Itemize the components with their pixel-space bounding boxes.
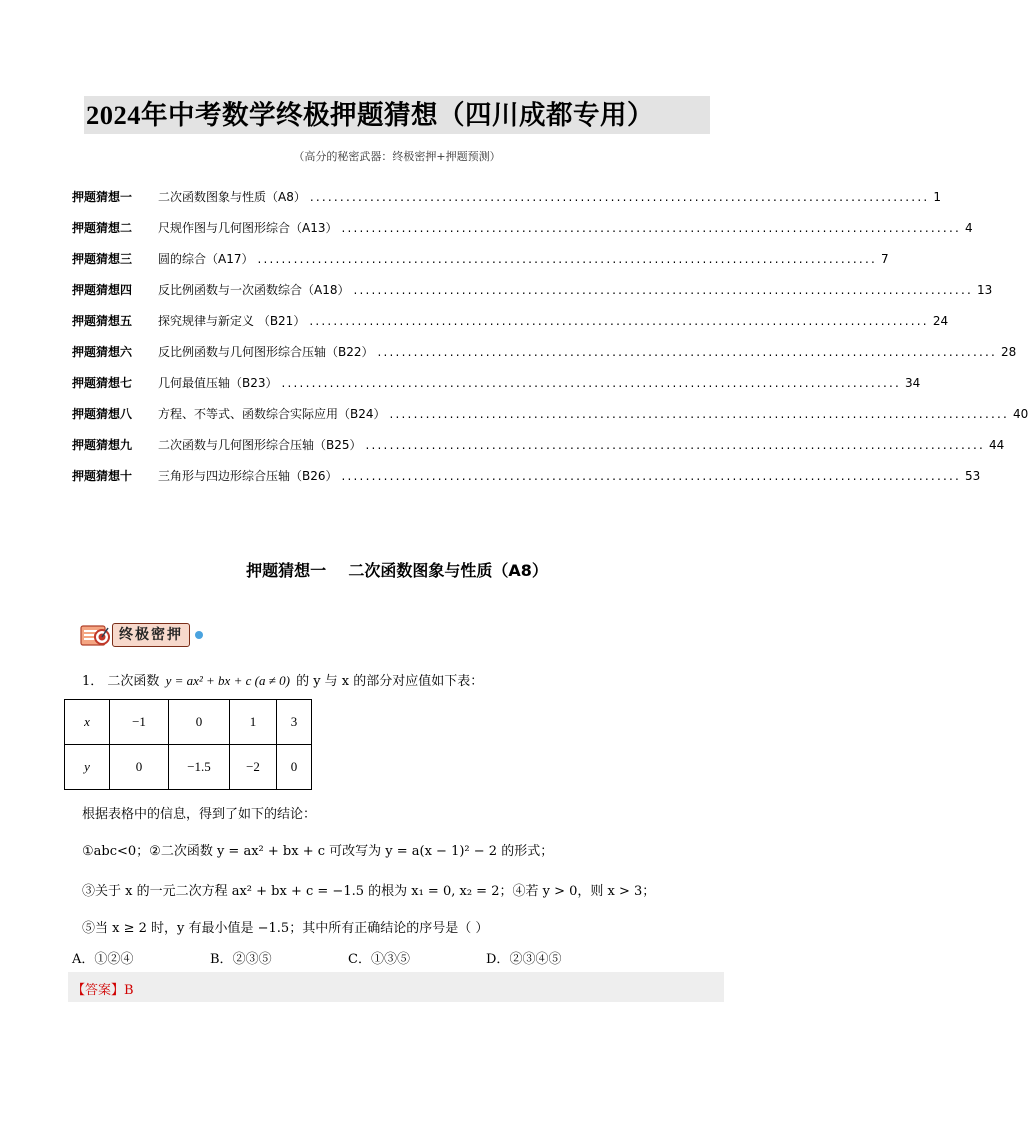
section-heading: 押题猜想一 二次函数图象与性质（A8） <box>246 561 548 580</box>
conclusion-line: ①abc<0；②二次函数 y = ax² + bx + c 可改写为 y = a(x − 1)² − 2 的形式； <box>82 844 554 859</box>
toc-title: 几何最值压轴（B23） <box>158 376 278 390</box>
question-text: 二次函数 <box>107 674 160 689</box>
toc-leader: ....................................................................................................... <box>353 283 973 297</box>
toc-label: 押题猜想一 <box>72 190 133 204</box>
conclusion-line: ③关于 x 的一元二次方程 ax² + bx + c = −1.5 的根为 x₁ = 0, x₂ = 2；④若 y > 0，则 x > 3； <box>82 884 656 899</box>
toc-label: 押题猜想五 <box>72 314 133 328</box>
toc-row[interactable] <box>72 467 981 498</box>
section-banner <box>78 622 203 648</box>
toc-leader: ....................................................................................................... <box>309 314 929 328</box>
toc-label: 押题猜想四 <box>72 283 133 297</box>
option-c[interactable] <box>348 948 410 967</box>
toc-page-number: 53 <box>965 469 981 483</box>
option-text: ①③⑤ <box>370 952 410 967</box>
toc-row[interactable] <box>72 436 1005 467</box>
option-key: A． <box>72 952 95 967</box>
toc-page-number: 28 <box>1001 345 1017 359</box>
option-text: ②③④⑤ <box>509 952 562 967</box>
table-cell: 3 <box>277 700 312 745</box>
option-key: C． <box>348 952 371 967</box>
answer-tag: 【答案】 <box>72 983 125 998</box>
answer-bar <box>68 972 724 1002</box>
toc-leader: ....................................................................................................... <box>281 376 902 390</box>
toc-row[interactable] <box>72 188 941 219</box>
toc-label: 押题猜想十 <box>72 469 133 483</box>
toc-label: 押题猜想三 <box>72 252 133 266</box>
option-key: D． <box>486 952 510 967</box>
table-row <box>65 700 312 745</box>
question-stem <box>82 670 483 689</box>
toc-leader: ....................................................................................................... <box>257 252 877 266</box>
conclusion-line: ⑤当 x ≥ 2 时，y 有最小值是 −1.5；其中所有正确结论的序号是（ ） <box>82 921 489 936</box>
toc-title: 二次函数与几何图形综合压轴（B25） <box>158 438 362 452</box>
answer-value: B <box>124 983 134 998</box>
toc-label: 押题猜想二 <box>72 221 133 235</box>
question-number: 1． <box>82 674 104 689</box>
table-row <box>65 745 312 790</box>
toc-row[interactable] <box>72 250 889 281</box>
toc-leader: ....................................................................................................... <box>309 190 930 204</box>
target-book-icon <box>78 622 112 648</box>
toc-page-number: 13 <box>976 283 993 297</box>
toc-title: 二次函数图象与性质（A8） <box>158 190 306 204</box>
option-text: ②③⑤ <box>232 952 272 967</box>
toc-page-number: 44 <box>989 438 1005 452</box>
question-lead: 根据表格中的信息，得到了如下的结论： <box>82 807 317 822</box>
toc-title: 探究规律与新定义 （B21） <box>158 314 306 328</box>
toc-page-number: 40 <box>1013 407 1028 421</box>
toc-row[interactable] <box>72 281 993 312</box>
toc-leader: ....................................................................................................... <box>341 469 962 483</box>
toc-title: 反比例函数与几何图形综合压轴（B22） <box>158 345 374 359</box>
table-cell: 0 <box>277 745 312 790</box>
toc-leader: ....................................................................................................... <box>377 345 998 359</box>
page-title: 2024年中考数学终极押题猜想（四川成都专用） <box>86 100 654 130</box>
table-cell: −1.5 <box>169 745 230 790</box>
banner-label: 终极密押 <box>112 623 190 647</box>
table-cell: 0 <box>110 745 169 790</box>
toc-title: 圆的综合（A17） <box>158 252 254 266</box>
table-cell: −2 <box>230 745 277 790</box>
table-of-contents <box>72 188 1028 498</box>
toc-title: 三角形与四边形综合压轴（B26） <box>158 469 338 483</box>
table-cell: x <box>65 700 110 745</box>
toc-leader: ....................................................................................................... <box>341 221 961 235</box>
question-text: 的 y 与 x 的部分对应值如下表： <box>296 674 484 689</box>
page-subtitle: （高分的秘密武器：终极密押+押题预测） <box>293 150 501 163</box>
answer <box>72 979 134 998</box>
table-cell: −1 <box>110 700 169 745</box>
toc-leader: ....................................................................................................... <box>389 407 1010 421</box>
toc-row[interactable] <box>72 374 921 405</box>
toc-leader: ....................................................................................................... <box>365 438 986 452</box>
option-text: ①②④ <box>94 952 134 967</box>
toc-title: 反比例函数与一次函数综合（A18） <box>158 283 350 297</box>
toc-title: 尺规作图与几何图形综合（A13） <box>158 221 338 235</box>
table-cell: y <box>65 745 110 790</box>
toc-label: 押题猜想九 <box>72 438 133 452</box>
toc-page-number: 4 <box>964 221 973 235</box>
option-a[interactable] <box>72 948 133 967</box>
toc-row[interactable] <box>72 219 973 250</box>
option-b[interactable] <box>210 948 272 967</box>
toc-page-number: 34 <box>905 376 921 390</box>
value-table <box>64 699 312 790</box>
dot-icon <box>195 631 203 639</box>
toc-row[interactable] <box>72 343 1017 374</box>
option-d[interactable] <box>486 948 561 967</box>
toc-label: 押题猜想六 <box>72 345 133 359</box>
option-key: B． <box>210 952 233 967</box>
toc-title: 方程、不等式、函数综合实际应用（B24） <box>158 407 386 421</box>
toc-row[interactable] <box>72 405 1028 436</box>
toc-label: 押题猜想七 <box>72 376 133 390</box>
toc-page-number: 1 <box>933 190 941 204</box>
toc-page-number: 24 <box>932 314 949 328</box>
toc-label: 押题猜想八 <box>72 407 133 421</box>
question-formula: y = ax² + bx + c (a ≠ 0) <box>165 673 290 688</box>
table-cell: 0 <box>169 700 230 745</box>
table-cell: 1 <box>230 700 277 745</box>
toc-row[interactable] <box>72 312 949 343</box>
toc-page-number: 7 <box>880 252 889 266</box>
